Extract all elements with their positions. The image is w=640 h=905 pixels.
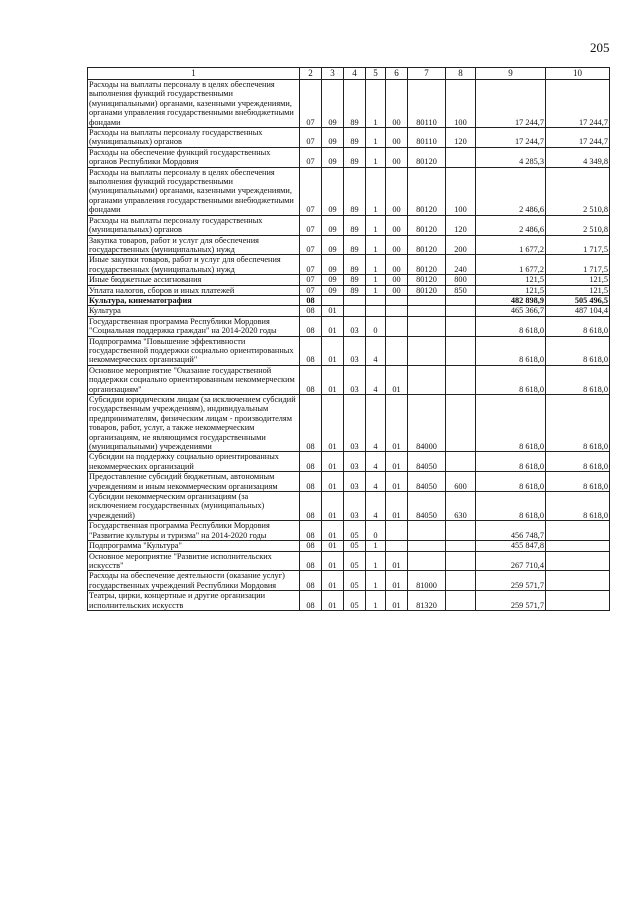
cell-amount-2019: 8 618,0: [476, 365, 546, 394]
table-row: [88, 235, 610, 255]
row-name: Государственная программа Республики Мордовия "Развитие культуры и туризма" на 2014-2020 годы: [88, 521, 300, 541]
cell-amount-2020: 8 618,0: [546, 336, 610, 365]
cell-amount-2020: [546, 521, 610, 541]
cell-amount-2020: [546, 551, 610, 571]
cell-expense-type: 800: [446, 275, 476, 285]
cell-amount-2019: 8 618,0: [476, 316, 546, 336]
cell-subsection: 09: [322, 275, 344, 285]
cell-direction: [408, 521, 446, 541]
cell-section: 07: [300, 147, 322, 167]
cell-amount-2020: 2 510,8: [546, 167, 610, 215]
row-name: Иные бюджетные ассигнования: [88, 275, 300, 285]
cell-section: 08: [300, 395, 322, 452]
cell-section: 08: [300, 365, 322, 394]
cell-expense-type: 240: [446, 255, 476, 275]
cell-measure: 01: [386, 365, 408, 394]
cell-program: 05: [344, 591, 366, 611]
cell-subsection: 01: [322, 492, 344, 521]
cell-measure: 00: [386, 80, 408, 128]
cell-subsection: 01: [322, 365, 344, 394]
cell-section: 07: [300, 235, 322, 255]
row-name: Субсидии на поддержку социально ориентированных некоммерческих организаций: [88, 452, 300, 472]
cell-expense-type: [446, 336, 476, 365]
cell-amount-2020: 17 244,7: [546, 128, 610, 148]
cell-expense-type: [446, 452, 476, 472]
row-name: Расходы на выплаты персоналу в целях обеспечения выполнения функций государственными (муниципальными) органами, казенными учреждениями, органами управления государственными внебюджетными фондами: [88, 80, 300, 128]
cell-measure: [386, 541, 408, 551]
cell-program: 89: [344, 80, 366, 128]
cell-expense-type: [446, 306, 476, 316]
table-row: [88, 147, 610, 167]
cell-subsection: 01: [322, 541, 344, 551]
cell-direction: 81000: [408, 571, 446, 591]
table-row: [88, 551, 610, 571]
cell-subprogram: 4: [366, 336, 386, 365]
cell-program: 05: [344, 571, 366, 591]
cell-amount-2020: [546, 591, 610, 611]
cell-subprogram: 1: [366, 591, 386, 611]
table-row: [88, 80, 610, 128]
row-name: Расходы на выплаты персоналу государственных (муниципальных) органов: [88, 215, 300, 235]
cell-amount-2020: 8 618,0: [546, 472, 610, 492]
cell-subsection: 09: [322, 128, 344, 148]
cell-amount-2019: 121,5: [476, 285, 546, 295]
cell-program: [344, 306, 366, 316]
cell-direction: [408, 316, 446, 336]
cell-expense-type: 120: [446, 215, 476, 235]
cell-expense-type: [446, 521, 476, 541]
cell-amount-2019: 2 486,6: [476, 215, 546, 235]
cell-subsection: 01: [322, 472, 344, 492]
row-name: Субсидии юридическим лицам (за исключением субсидий государственным учреждениям), индивидуальным предпринимателям, физическим лицам - производителям товаров, работ, услуг, а также некоммерческим организациям, не являющимся государственными (муниципальными) учреждениями: [88, 395, 300, 452]
cell-subprogram: 0: [366, 521, 386, 541]
cell-amount-2020: [546, 541, 610, 551]
cell-amount-2019: 456 748,7: [476, 521, 546, 541]
cell-subsection: 01: [322, 571, 344, 591]
cell-program: 03: [344, 492, 366, 521]
row-name: Основное мероприятие "Оказание государственной поддержки социально ориентированным некоммерческим организациям": [88, 365, 300, 394]
cell-amount-2019: 8 618,0: [476, 395, 546, 452]
cell-expense-type: 200: [446, 235, 476, 255]
cell-amount-2019: 121,5: [476, 275, 546, 285]
cell-program: 89: [344, 215, 366, 235]
cell-expense-type: [446, 365, 476, 394]
cell-direction: 80110: [408, 80, 446, 128]
cell-direction: 84000: [408, 395, 446, 452]
cell-subprogram: 1: [366, 167, 386, 215]
cell-section: 08: [300, 306, 322, 316]
table-row: [88, 255, 610, 275]
column-header-7: 7: [408, 68, 446, 80]
table-row: [88, 316, 610, 336]
cell-measure: 01: [386, 551, 408, 571]
row-name: Субсидии некоммерческим организациям (за исключением государственных (муниципальных) учреждений): [88, 492, 300, 521]
cell-section: 08: [300, 521, 322, 541]
cell-measure: 00: [386, 215, 408, 235]
column-header-5: 5: [366, 68, 386, 80]
cell-direction: 80120: [408, 255, 446, 275]
cell-amount-2020: 17 244,7: [546, 80, 610, 128]
cell-subprogram: 1: [366, 285, 386, 295]
cell-amount-2019: 8 618,0: [476, 336, 546, 365]
cell-expense-type: 630: [446, 492, 476, 521]
cell-expense-type: [446, 591, 476, 611]
cell-direction: [408, 541, 446, 551]
cell-program: 05: [344, 541, 366, 551]
table-row: [88, 295, 610, 305]
cell-direction: 81320: [408, 591, 446, 611]
cell-amount-2020: 1 717,5: [546, 255, 610, 275]
cell-subprogram: 0: [366, 316, 386, 336]
cell-section: 08: [300, 316, 322, 336]
column-header-1: 1: [88, 68, 300, 80]
cell-amount-2019: 259 571,7: [476, 571, 546, 591]
cell-expense-type: 120: [446, 128, 476, 148]
cell-subsection: 09: [322, 80, 344, 128]
budget-table: [87, 67, 610, 611]
cell-program: 89: [344, 167, 366, 215]
row-name: Основное мероприятие "Развитие исполнительских искусств": [88, 551, 300, 571]
cell-amount-2020: 4 349,8: [546, 147, 610, 167]
cell-amount-2019: 8 618,0: [476, 472, 546, 492]
row-name: Расходы на обеспечение функций государственных органов Республики Мордовия: [88, 147, 300, 167]
cell-section: 08: [300, 492, 322, 521]
cell-amount-2019: 455 847,8: [476, 541, 546, 551]
cell-direction: [408, 551, 446, 571]
cell-subprogram: 1: [366, 215, 386, 235]
cell-amount-2020: 505 496,5: [546, 295, 610, 305]
cell-measure: [386, 295, 408, 305]
cell-subsection: 01: [322, 591, 344, 611]
cell-expense-type: 600: [446, 472, 476, 492]
cell-program: 89: [344, 285, 366, 295]
cell-program: 03: [344, 472, 366, 492]
row-name: Государственная программа Республики Мордовия "Социальная поддержка граждан" на 2014-2020 годы: [88, 316, 300, 336]
cell-measure: 00: [386, 255, 408, 275]
page-number: 205: [590, 40, 610, 55]
cell-expense-type: [446, 316, 476, 336]
cell-subsection: 09: [322, 255, 344, 275]
cell-subsection: 01: [322, 551, 344, 571]
cell-measure: [386, 521, 408, 541]
cell-subprogram: 4: [366, 365, 386, 394]
cell-amount-2020: 121,5: [546, 285, 610, 295]
cell-program: 03: [344, 336, 366, 365]
table-row: [88, 275, 610, 285]
cell-amount-2020: 2 510,8: [546, 215, 610, 235]
cell-program: 89: [344, 235, 366, 255]
cell-subprogram: [366, 295, 386, 305]
cell-subprogram: 4: [366, 452, 386, 472]
cell-expense-type: 100: [446, 80, 476, 128]
cell-subsection: 09: [322, 167, 344, 215]
table-header-row: [88, 68, 610, 80]
table-row: [88, 128, 610, 148]
cell-amount-2019: 17 244,7: [476, 128, 546, 148]
cell-subsection: 01: [322, 306, 344, 316]
cell-direction: [408, 365, 446, 394]
cell-amount-2019: 8 618,0: [476, 452, 546, 472]
cell-section: 07: [300, 167, 322, 215]
cell-amount-2020: 8 618,0: [546, 492, 610, 521]
table-row: [88, 492, 610, 521]
cell-subprogram: 1: [366, 128, 386, 148]
row-name: Театры, цирки, концертные и другие организации исполнительских искусств: [88, 591, 300, 611]
cell-amount-2019: 267 710,4: [476, 551, 546, 571]
cell-subprogram: 1: [366, 235, 386, 255]
cell-subprogram: 1: [366, 275, 386, 285]
cell-subsection: 01: [322, 395, 344, 452]
cell-direction: 80110: [408, 128, 446, 148]
cell-program: 89: [344, 275, 366, 285]
cell-program: 05: [344, 551, 366, 571]
row-name: Закупка товаров, работ и услуг для обеспечения государственных (муниципальных) нужд: [88, 235, 300, 255]
cell-section: 08: [300, 591, 322, 611]
cell-amount-2019: 2 486,6: [476, 167, 546, 215]
cell-subsection: 09: [322, 215, 344, 235]
cell-section: 08: [300, 541, 322, 551]
cell-measure: 00: [386, 147, 408, 167]
row-name: Расходы на выплаты персоналу в целях обеспечения выполнения функций государственными (муниципальными) органами, казенными учреждениями, органами управления государственными внебюджетными фондами: [88, 167, 300, 215]
row-name: Расходы на обеспечение деятельности (оказание услуг) государственных учреждений Республики Мордовия: [88, 571, 300, 591]
table-row: [88, 472, 610, 492]
table-row: [88, 395, 610, 452]
cell-expense-type: [446, 541, 476, 551]
table-row: [88, 285, 610, 295]
table-row: [88, 167, 610, 215]
cell-measure: [386, 336, 408, 365]
cell-measure: 01: [386, 492, 408, 521]
cell-program: 89: [344, 147, 366, 167]
column-header-9: 9: [476, 68, 546, 80]
cell-expense-type: [446, 295, 476, 305]
cell-direction: 80120: [408, 167, 446, 215]
cell-direction: 84050: [408, 452, 446, 472]
cell-measure: 00: [386, 167, 408, 215]
cell-program: 03: [344, 452, 366, 472]
cell-section: 07: [300, 255, 322, 275]
table-row: [88, 541, 610, 551]
column-header-10: 10: [546, 68, 610, 80]
cell-measure: 01: [386, 452, 408, 472]
cell-amount-2019: 1 677,2: [476, 235, 546, 255]
cell-section: 08: [300, 295, 322, 305]
cell-amount-2020: 8 618,0: [546, 452, 610, 472]
cell-measure: 00: [386, 285, 408, 295]
cell-section: 08: [300, 551, 322, 571]
cell-expense-type: [446, 147, 476, 167]
cell-subsection: 01: [322, 521, 344, 541]
cell-direction: [408, 306, 446, 316]
cell-subprogram: 1: [366, 80, 386, 128]
cell-program: [344, 295, 366, 305]
row-name: Предоставление субсидий бюджетным, автономным учреждениям и иным некоммерческим организациям: [88, 472, 300, 492]
row-name: Подпрограмма "Повышение эффективности государственной поддержки социально ориентированных некоммерческих организаций": [88, 336, 300, 365]
cell-subsection: 01: [322, 336, 344, 365]
cell-subprogram: 1: [366, 551, 386, 571]
cell-section: 07: [300, 128, 322, 148]
cell-direction: 80120: [408, 275, 446, 285]
cell-subsection: 09: [322, 285, 344, 295]
cell-amount-2020: 8 618,0: [546, 316, 610, 336]
table-row: [88, 452, 610, 472]
cell-amount-2020: 121,5: [546, 275, 610, 285]
cell-direction: 80120: [408, 215, 446, 235]
cell-measure: [386, 316, 408, 336]
cell-program: 89: [344, 128, 366, 148]
cell-subsection: 01: [322, 452, 344, 472]
row-name: Культура: [88, 306, 300, 316]
cell-amount-2019: 1 677,2: [476, 255, 546, 275]
cell-subprogram: 1: [366, 571, 386, 591]
cell-direction: 84050: [408, 492, 446, 521]
cell-section: 08: [300, 472, 322, 492]
cell-direction: 84050: [408, 472, 446, 492]
table-row: [88, 521, 610, 541]
cell-subprogram: 4: [366, 492, 386, 521]
row-name: Иные закупки товаров, работ и услуг для обеспечения государственных (муниципальных) нужд: [88, 255, 300, 275]
cell-amount-2019: 259 571,7: [476, 591, 546, 611]
cell-amount-2020: 487 104,4: [546, 306, 610, 316]
table-row: [88, 571, 610, 591]
cell-section: 07: [300, 80, 322, 128]
cell-direction: 80120: [408, 235, 446, 255]
cell-program: 03: [344, 365, 366, 394]
cell-section: 08: [300, 452, 322, 472]
cell-subsection: 09: [322, 235, 344, 255]
cell-amount-2020: 8 618,0: [546, 395, 610, 452]
cell-direction: [408, 295, 446, 305]
cell-amount-2020: 1 717,5: [546, 235, 610, 255]
cell-expense-type: 850: [446, 285, 476, 295]
row-name: Расходы на выплаты персоналу государственных (муниципальных) органов: [88, 128, 300, 148]
cell-section: 08: [300, 336, 322, 365]
cell-subsection: [322, 295, 344, 305]
cell-amount-2019: 482 898,9: [476, 295, 546, 305]
cell-measure: 01: [386, 571, 408, 591]
cell-program: 05: [344, 521, 366, 541]
cell-measure: 01: [386, 591, 408, 611]
cell-subprogram: 4: [366, 472, 386, 492]
cell-direction: [408, 336, 446, 365]
row-name: Уплата налогов, сборов и иных платежей: [88, 285, 300, 295]
cell-direction: 80120: [408, 147, 446, 167]
cell-section: 07: [300, 215, 322, 235]
cell-amount-2020: [546, 571, 610, 591]
cell-subprogram: 1: [366, 255, 386, 275]
cell-amount-2019: 4 285,3: [476, 147, 546, 167]
cell-subprogram: 1: [366, 541, 386, 551]
cell-program: 89: [344, 255, 366, 275]
cell-section: 07: [300, 285, 322, 295]
cell-measure: [386, 306, 408, 316]
table-row: [88, 306, 610, 316]
column-header-6: 6: [386, 68, 408, 80]
cell-subprogram: [366, 306, 386, 316]
column-header-3: 3: [322, 68, 344, 80]
cell-subprogram: 4: [366, 395, 386, 452]
table-body: [88, 80, 610, 611]
cell-subprogram: 1: [366, 147, 386, 167]
cell-measure: 01: [386, 472, 408, 492]
cell-subsection: 01: [322, 316, 344, 336]
cell-expense-type: [446, 395, 476, 452]
column-header-2: 2: [300, 68, 322, 80]
cell-expense-type: 100: [446, 167, 476, 215]
table-row: [88, 365, 610, 394]
cell-measure: 01: [386, 395, 408, 452]
cell-amount-2019: 17 244,7: [476, 80, 546, 128]
row-name: Культура, кинематография: [88, 295, 300, 305]
cell-measure: 00: [386, 235, 408, 255]
cell-section: 08: [300, 571, 322, 591]
cell-measure: 00: [386, 275, 408, 285]
cell-program: 03: [344, 316, 366, 336]
table-row: [88, 591, 610, 611]
cell-subsection: 09: [322, 147, 344, 167]
column-header-8: 8: [446, 68, 476, 80]
cell-amount-2020: 8 618,0: [546, 365, 610, 394]
cell-amount-2019: 465 366,7: [476, 306, 546, 316]
row-name: Подпрограмма "Культура": [88, 541, 300, 551]
cell-program: 03: [344, 395, 366, 452]
cell-amount-2019: 8 618,0: [476, 492, 546, 521]
cell-expense-type: [446, 551, 476, 571]
table-row: [88, 336, 610, 365]
table-row: [88, 215, 610, 235]
column-header-4: 4: [344, 68, 366, 80]
cell-measure: 00: [386, 128, 408, 148]
cell-direction: 80120: [408, 285, 446, 295]
cell-expense-type: [446, 571, 476, 591]
cell-section: 07: [300, 275, 322, 285]
